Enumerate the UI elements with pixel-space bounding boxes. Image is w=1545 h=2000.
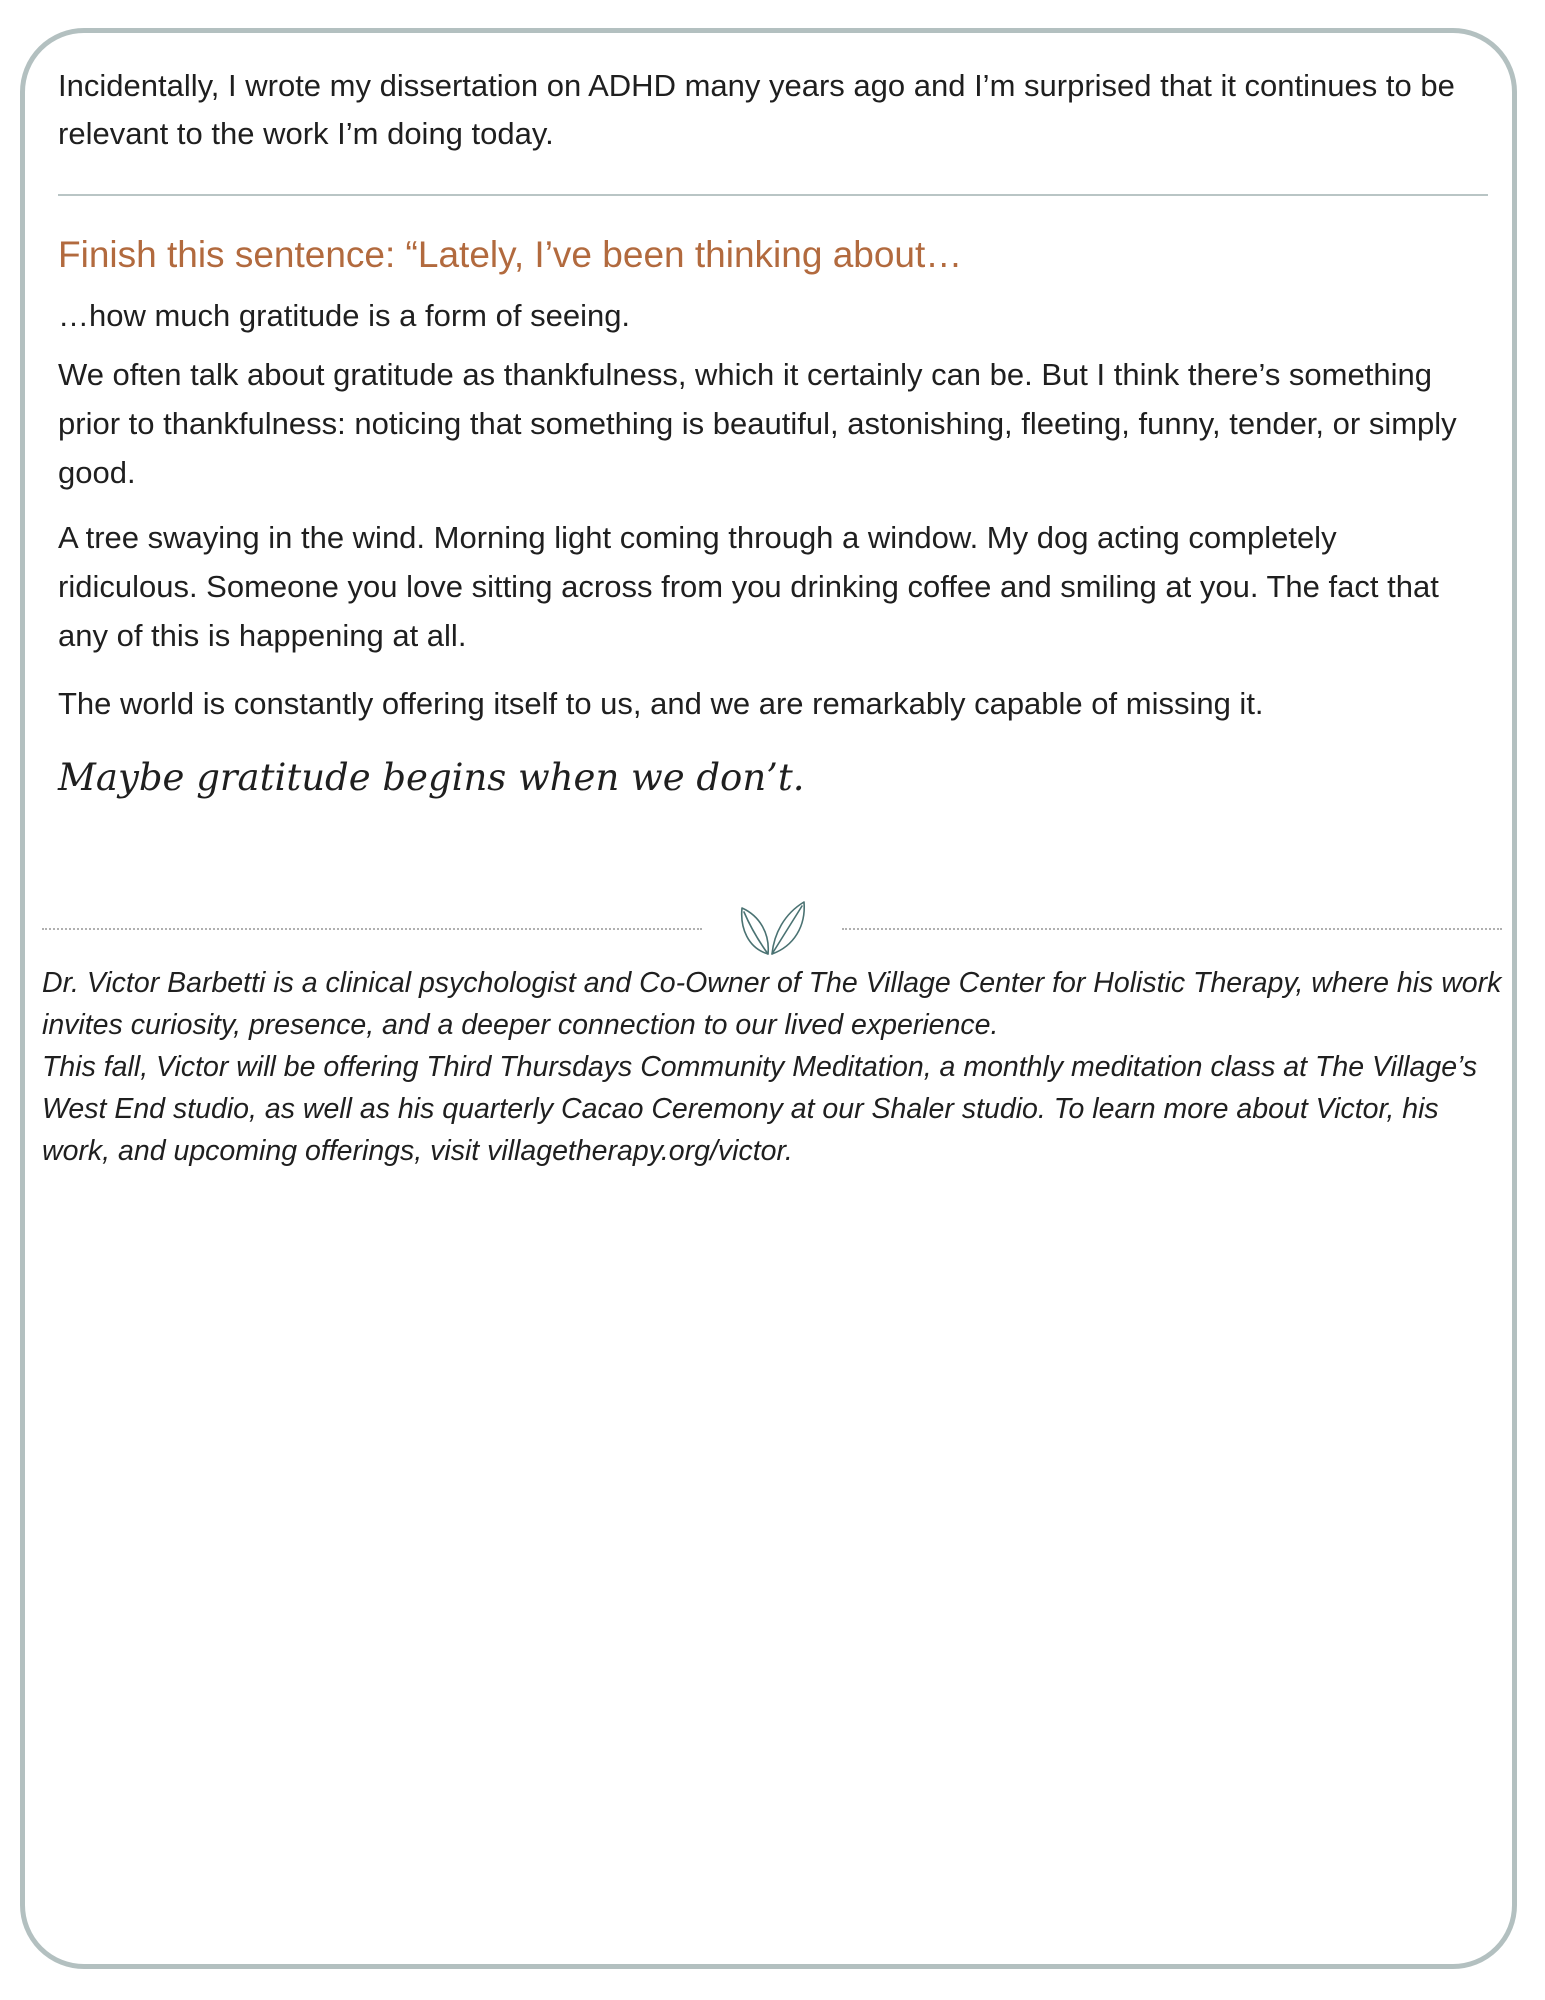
paragraph-thankfulness: We often talk about gratitude as thankfulness, which it certainly can be. But I think there’s something prior to thankfulness: noticing that something is beautiful, astonishing, fleeting, funny, tender, or simply good. — [58, 357, 1457, 490]
closing-line: Maybe gratitude begins when we don’t. — [58, 756, 805, 799]
answer-lead: …how much gratitude is a form of seeing. — [58, 298, 631, 333]
intro-paragraph: Incidentally, I wrote my dissertation on ADHD many years ago and I’m surprised that it continues to be relevant to the work I’m doing today. — [58, 68, 1455, 151]
leaf-divider — [42, 898, 1502, 958]
author-bio-offerings: This fall, Victor will be offering Third Thursdays Community Meditation, a monthly meditation class at The Village’s West End studio, as well as his quarterly Cacao Ceremony at our Shaler studio. To learn more about Victor, his work, and upcoming offerings, visit villagetherapy.org/victor. — [42, 1051, 1478, 1167]
dotted-line-right — [842, 928, 1502, 930]
dotted-line-left — [42, 928, 702, 930]
paragraph-examples: A tree swaying in the wind. Morning light coming through a window. My dog acting completely ridiculous. Someone you love sitting across from you drinking coffee and smiling at you. The fact that any of this is happening at all. — [58, 520, 1439, 653]
author-bio — [42, 962, 1512, 1172]
prompt-heading: Finish this sentence: “Lately, I’ve been thinking about… — [58, 234, 963, 275]
paragraph-world: The world is constantly offering itself to us, and we are remarkably capable of missing it. — [58, 686, 1264, 721]
section-divider — [58, 194, 1488, 196]
author-bio-intro: Dr. Victor Barbetti is a clinical psychologist and Co-Owner of The Village Center for Holistic Therapy, where his work invites curiosity, presence, and a deeper connection to our lived experience. — [42, 967, 1502, 1041]
leaf-icon — [732, 898, 812, 962]
